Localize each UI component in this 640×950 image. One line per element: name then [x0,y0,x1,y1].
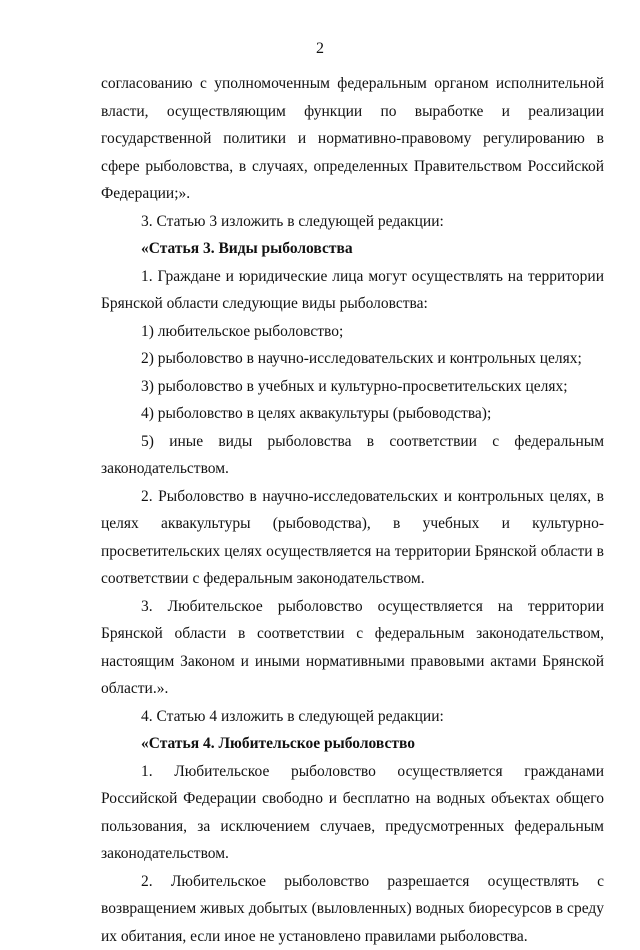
list-item: 4) рыболовство в целях аквакультуры (рыбоводства); [101,400,604,428]
list-item: 1) любительское рыболовство; [101,318,604,346]
paragraph-amendment-article-4: 4. Статью 4 изложить в следующей редакции: [101,703,604,731]
paragraph-continuation: согласованию с уполномоченным федеральным органом исполнительной власти, осуществляющим функции по выработке и реализации государственной политики и нормативно-правовому регулированию в сфере рыболовства, в случаях, определенных Правительством Российской Федерации;». [101,70,604,208]
paragraph-amendment-article-3: 3. Статью 3 изложить в следующей редакции: [101,208,604,236]
article-3-clause-2: 2. Рыболовство в научно-исследовательских и контрольных целях, в целях аквакультуры (рыбоводства), в учебных и культурно-просветительских целях осуществляется на территории Брянской области в соответствии с федеральным законодательством. [101,483,604,593]
article-4-clause-1: 1. Любительское рыболовство осуществляется гражданами Российской Федерации свободно и бесплатно на водных объектах общего пользования, за исключением случаев, предусмотренных федеральным законодательством. [101,758,604,868]
article-4-clause-2: 2. Любительское рыболовство разрешается осуществлять с возвращением живых добытых (выловленных) водных биоресурсов в среду их обитания, если иное не установлено правилами рыболовства. [101,868,604,950]
article-4-heading: «Статья 4. Любительское рыболовство [101,730,604,758]
list-item: 5) иные виды рыболовства в соответствии с федеральным законодательством. [101,428,604,483]
page-number: 2 [0,40,640,58]
list-item: 3) рыболовство в учебных и культурно-просветительских целях; [101,373,604,401]
article-3-heading: «Статья 3. Виды рыболовства [101,235,604,263]
list-item: 2) рыболовство в научно-исследовательских и контрольных целях; [101,345,604,373]
article-3-clause-1: 1. Граждане и юридические лица могут осуществлять на территории Брянской области следующие виды рыболовства: [101,263,604,318]
article-3-clause-3: 3. Любительское рыболовство осуществляется на территории Брянской области в соответствии с федеральным законодательством, настоящим Законом и иными нормативными правовыми актами Брянской области.». [101,593,604,703]
document-body [101,70,604,950]
